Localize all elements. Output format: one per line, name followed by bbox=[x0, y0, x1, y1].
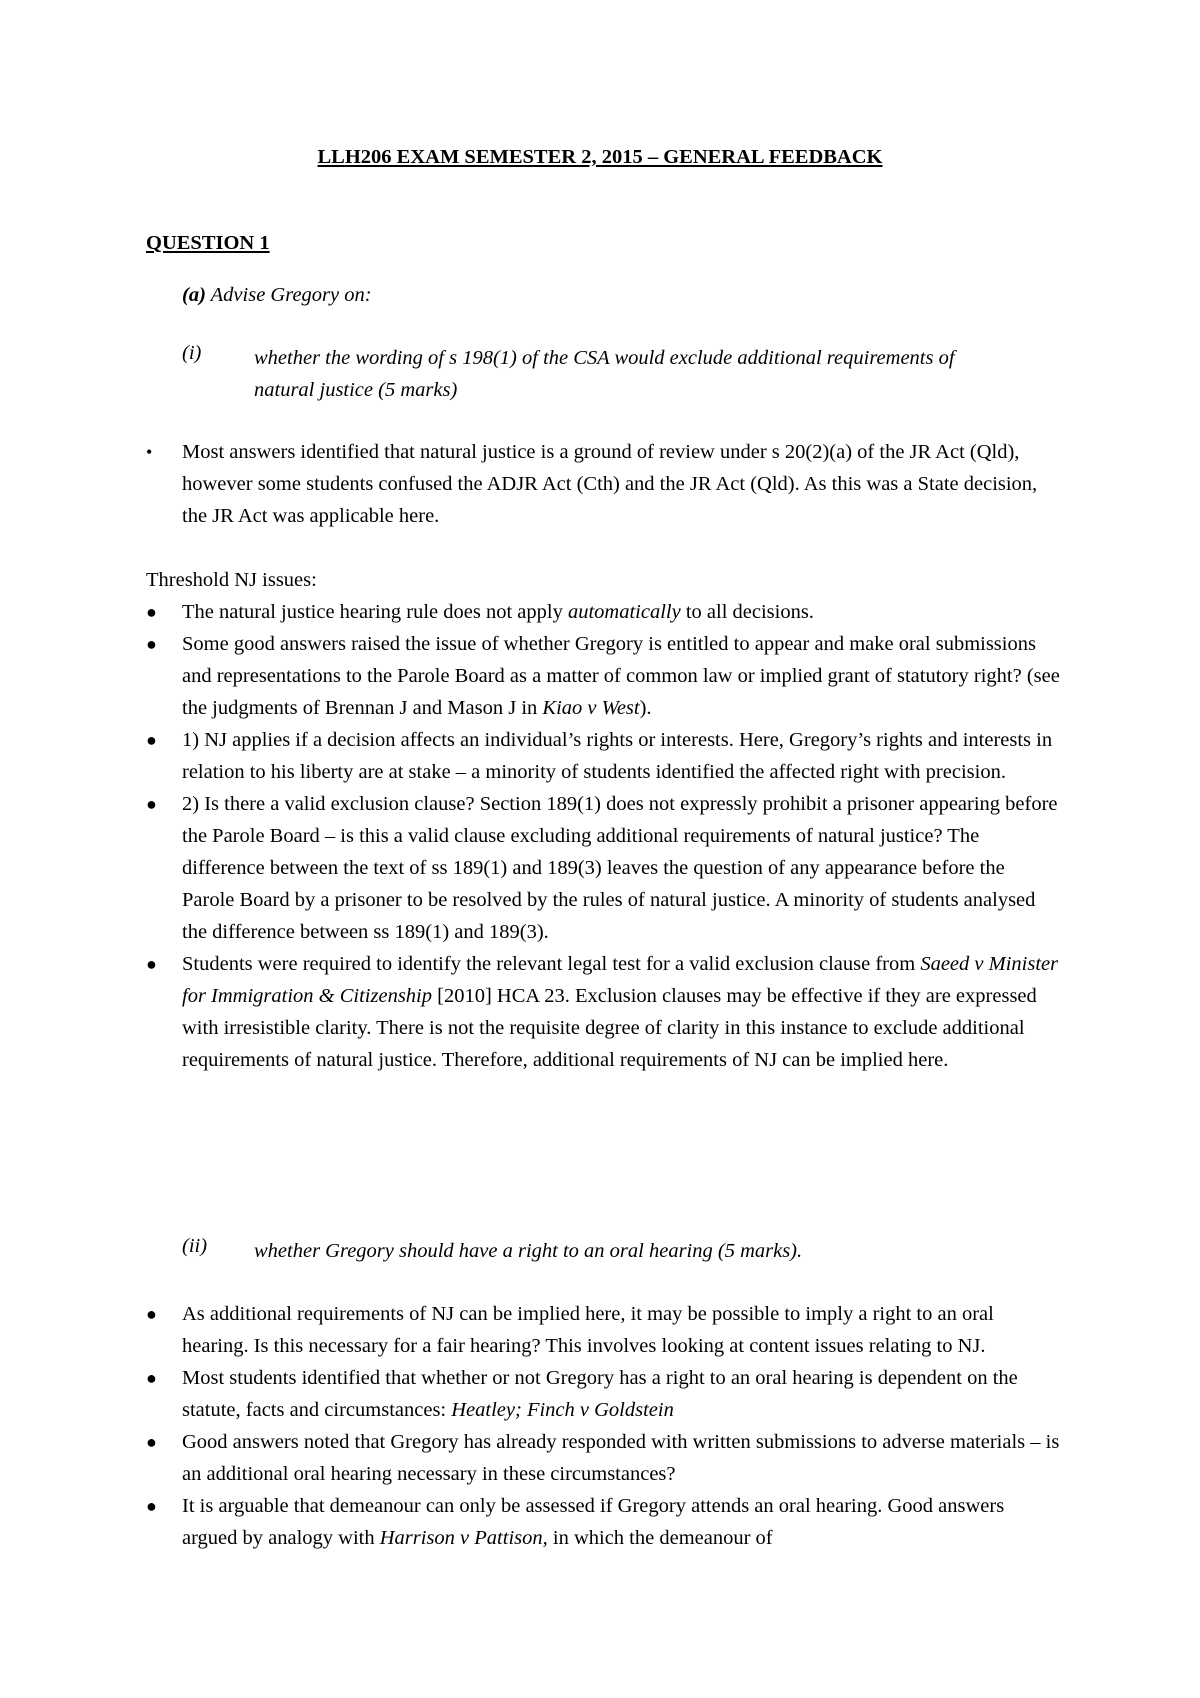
list-item bbox=[0, 948, 1062, 1076]
case-citation: Harrison v Pattison, bbox=[379, 1527, 548, 1549]
page-title: LLH206 EXAM SEMESTER 2, 2015 – GENERAL FEEDBACK bbox=[317, 146, 883, 168]
roman-i-text: whether the wording of s 198(1) of the CSA would exclude additional requirements of natural justice (5 marks) bbox=[254, 347, 955, 401]
intro-list bbox=[0, 436, 1100, 532]
list-item bbox=[0, 596, 1062, 628]
list-item-text: Most students identified that whether or not Gregory has a right to an oral hearing is dependent on the statute, facts and circumstances: bbox=[182, 1367, 1018, 1421]
list-item-text: ). bbox=[639, 697, 652, 719]
list-item-text: The natural justice hearing rule does not apply bbox=[182, 601, 568, 623]
bullet-icon: ● bbox=[146, 602, 157, 622]
part-a-heading bbox=[182, 284, 372, 307]
list-item bbox=[0, 436, 1062, 532]
list-item bbox=[0, 628, 1062, 724]
case-citation: Saeed v Minister for Immigration & Citizenship bbox=[182, 953, 1059, 1007]
bullet-icon: ● bbox=[146, 1304, 157, 1324]
bullet-icon: ● bbox=[146, 1368, 157, 1388]
list-item-text: [2010] HCA 23. Exclusion clauses may be effective if they are expressed with irresistible clarity. There is not the requisite degree of clarity in this instance to exclude additional requirements of natural justice. Therefore, additional requirements of NJ can be implied here. bbox=[182, 985, 1037, 1071]
list-item bbox=[0, 724, 1062, 788]
bullet-icon: ● bbox=[146, 1432, 157, 1452]
small-bullet-icon: • bbox=[146, 442, 153, 462]
list-item bbox=[0, 1362, 1062, 1426]
list-item-text: to all decisions. bbox=[680, 601, 814, 623]
list-item-text: As additional requirements of NJ can be implied here, it may be possible to imply a right to an oral hearing. Is this necessary for a fair hearing? This involves looking at content issues relating to NJ. bbox=[182, 1303, 994, 1357]
list-item-text: Good answers noted that Gregory has already responded with written submissions to adverse materials – is an additional oral hearing necessary in these circumstances? bbox=[182, 1431, 1060, 1485]
threshold-heading: Threshold NJ issues: bbox=[146, 569, 317, 591]
part-a-text: Advise Gregory on: bbox=[205, 284, 372, 306]
list-item bbox=[0, 788, 1062, 948]
case-citation: Kiao v West bbox=[542, 697, 640, 719]
roman-i-label: (i) bbox=[182, 342, 202, 364]
list-item-text: 1) NJ applies if a decision affects an individual’s rights or interests. Here, Gregory’s rights and interests in relation to his liberty are at stake – a minority of students identified the affected right with precision. bbox=[182, 729, 1053, 783]
bullet-icon: ● bbox=[146, 954, 157, 974]
list-item-text: Some good answers raised the issue of whether Gregory is entitled to appear and make oral submissions and representations to the Parole Board as a matter of common law or implied grant of statutory right? (see the judgments of Brennan J and Mason J in bbox=[182, 633, 1060, 719]
bullet-icon: ● bbox=[146, 730, 157, 750]
bullet-icon: ● bbox=[146, 634, 157, 654]
part-a-label: (a) bbox=[182, 284, 206, 306]
list-item bbox=[0, 1426, 1062, 1490]
case-citation: automatically bbox=[567, 601, 681, 623]
case-citation: Heatley; Finch v Goldstein bbox=[451, 1399, 674, 1421]
list-item-text: 2) Is there a valid exclusion clause? Section 189(1) does not expressly prohibit a prisoner appearing before the Parole Board – is this a valid clause excluding additional requirements of natural justice? The difference between the text of ss 189(1) and 189(3) leaves the question of any appearance before the Parole Board by a prisoner to be resolved by the rules of natural justice. A minority of students analysed the difference between ss 189(1) and 189(3). bbox=[182, 793, 1058, 943]
oral-hearing-list bbox=[0, 1298, 1100, 1554]
question-heading: QUESTION 1 bbox=[146, 232, 270, 254]
threshold-list bbox=[0, 596, 1100, 1076]
list-item bbox=[0, 1490, 1062, 1554]
bullet-icon: ● bbox=[146, 1496, 157, 1516]
list-item-text: It is arguable that demeanour can only be assessed if Gregory attends an oral hearing. Good answers argued by analogy with bbox=[182, 1495, 1005, 1549]
list-item-text: in which the demeanour of bbox=[547, 1527, 773, 1549]
intro-bullet-text: Most answers identified that natural justice is a ground of review under s 20(2)(a) of the JR Act (Qld), however some students confused the ADJR Act (Cth) and the JR Act (Qld). As this was a State decision, the JR Act was applicable here. bbox=[182, 441, 1038, 527]
roman-ii-label: (ii) bbox=[182, 1235, 208, 1257]
list-item-text: Students were required to identify the relevant legal test for a valid exclusion clause from bbox=[182, 953, 921, 975]
bullet-icon: ● bbox=[146, 794, 157, 814]
list-item bbox=[0, 1298, 1062, 1362]
roman-ii-text: whether Gregory should have a right to an oral hearing (5 marks). bbox=[254, 1240, 803, 1262]
